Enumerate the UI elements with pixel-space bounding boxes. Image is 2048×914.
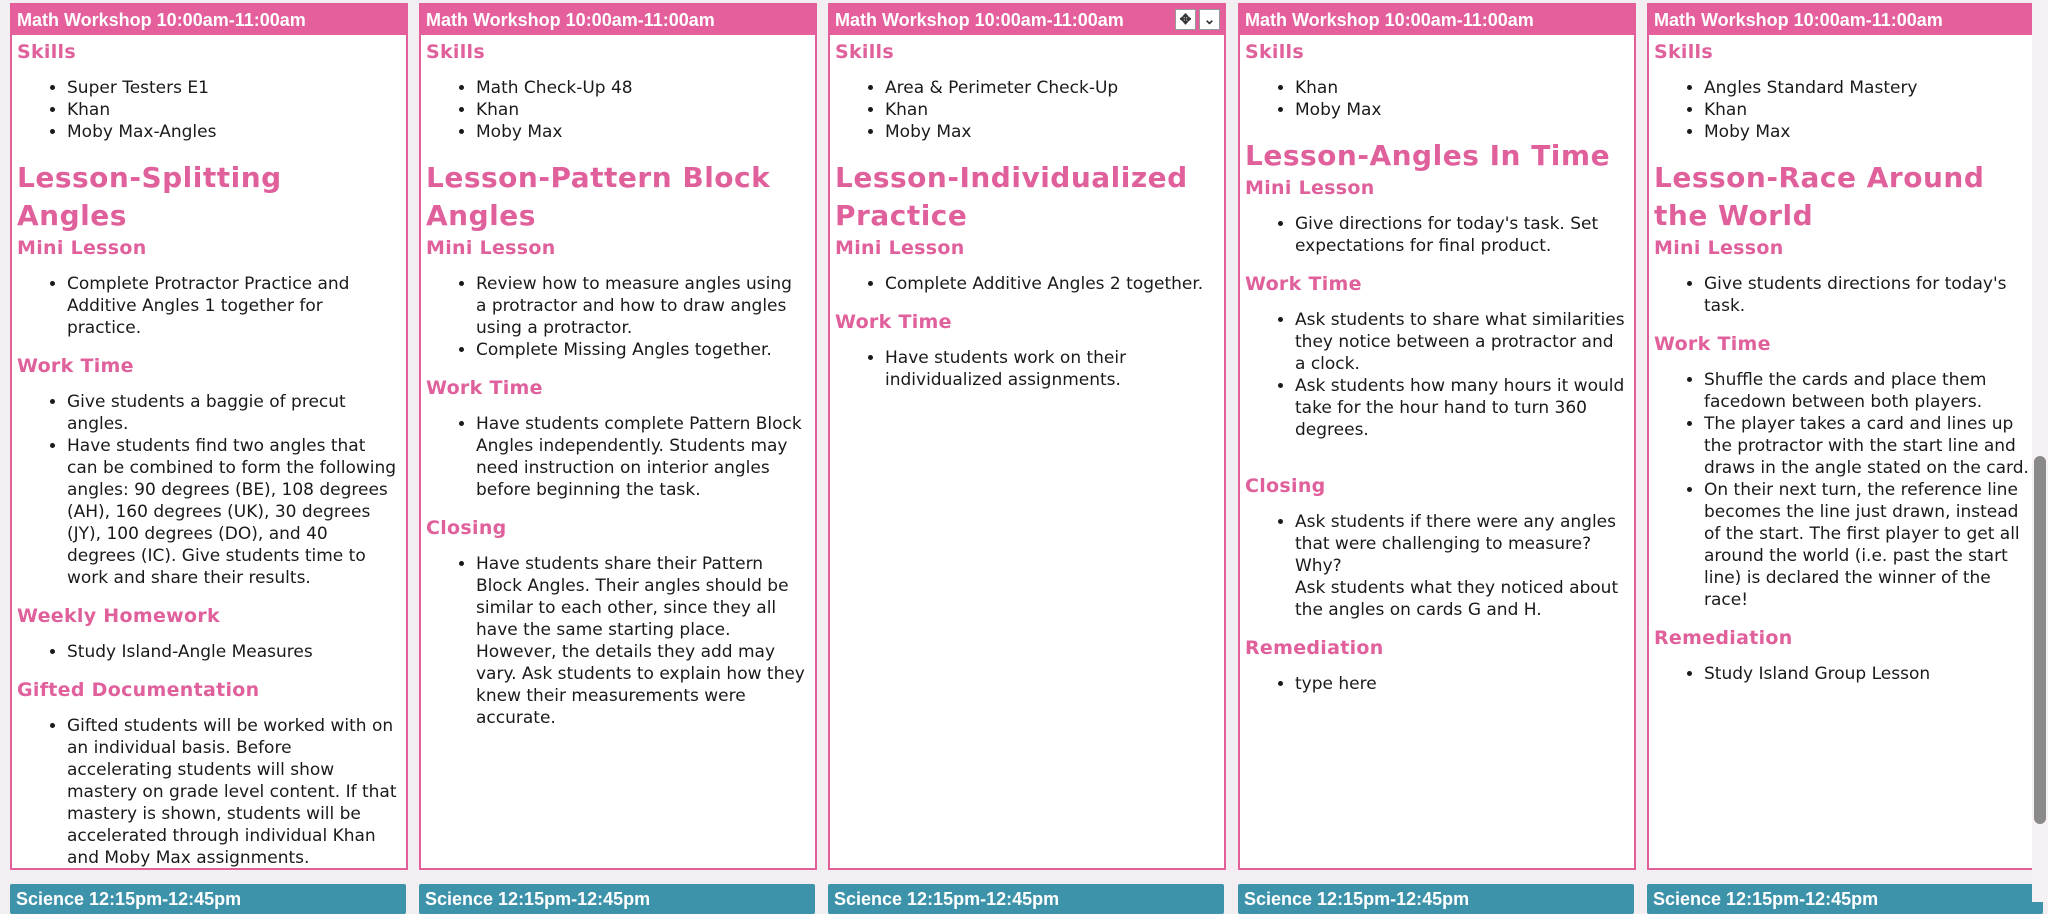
list-item: • Complete Missing Angles together. bbox=[476, 339, 807, 361]
list-item: • Math Check-Up 48 bbox=[476, 77, 807, 99]
list-item: • Study Island-Angle Measures bbox=[67, 641, 398, 663]
card-header[interactable]: Math Workshop 10:00am-11:00am bbox=[421, 5, 815, 35]
work-time-list bbox=[1654, 369, 2035, 611]
list-item: • Super Testers E1 bbox=[67, 77, 398, 99]
list-item: • Moby Max bbox=[1295, 99, 1626, 121]
list-item: • Moby Max bbox=[1704, 121, 2035, 143]
work-time-list bbox=[17, 391, 398, 589]
closing-heading: Closing bbox=[1245, 475, 1326, 497]
mini-lesson-list bbox=[1245, 213, 1626, 257]
mini-lesson-heading: Mini Lesson bbox=[426, 237, 556, 259]
remediation-heading: Remediation bbox=[1654, 627, 1793, 649]
list-item: • Ask students how many hours it would take for the hour hand to turn 360 degrees. bbox=[1295, 375, 1626, 441]
math-workshop-card-tuesday[interactable] bbox=[419, 3, 817, 870]
card-header[interactable]: Math Workshop 10:00am-11:00am bbox=[1649, 5, 2043, 35]
lesson-title: Lesson-Splitting Angles bbox=[17, 161, 282, 232]
list-item: • Review how to measure angles using a protractor and how to draw angles using a protractor. bbox=[476, 273, 807, 339]
list-item: • Area & Perimeter Check-Up bbox=[885, 77, 1216, 99]
list-item[interactable]: • type here bbox=[1295, 673, 1626, 695]
work-time-heading: Work Time bbox=[17, 355, 134, 377]
list-item: • Khan bbox=[476, 99, 807, 121]
skills-heading: Skills bbox=[1245, 41, 1304, 63]
skills-heading: Skills bbox=[426, 41, 485, 63]
work-time-list bbox=[426, 413, 807, 501]
list-item: • Give students a baggie of precut angles. bbox=[67, 391, 398, 435]
list-item: • Give directions for today's task. Set expectations for final product. bbox=[1295, 213, 1626, 257]
skills-list bbox=[426, 77, 807, 143]
work-time-list bbox=[1245, 309, 1626, 441]
lesson-title: Lesson-Individualized Practice bbox=[835, 161, 1188, 232]
work-time-heading: Work Time bbox=[835, 311, 952, 333]
list-item: • Complete Additive Angles 2 together. bbox=[885, 273, 1216, 295]
closing-list bbox=[1245, 511, 1626, 621]
move-icon[interactable]: ✥ bbox=[1175, 9, 1196, 30]
homework-list bbox=[17, 641, 398, 663]
work-time-heading: Work Time bbox=[1245, 273, 1362, 295]
list-item: • The player takes a card and lines up the protractor with the start line and draws in the angle stated on the card. bbox=[1704, 413, 2035, 479]
skills-heading: Skills bbox=[17, 41, 76, 63]
list-item: • Moby Max bbox=[476, 121, 807, 143]
remediation-heading: Remediation bbox=[1245, 637, 1384, 659]
science-card-header-wednesday[interactable]: Science 12:15pm-12:45pm bbox=[828, 884, 1224, 914]
list-item: • Complete Protractor Practice and Additive Angles 1 together for practice. bbox=[67, 273, 398, 339]
skills-heading: Skills bbox=[1654, 41, 1713, 63]
mini-lesson-heading: Mini Lesson bbox=[835, 237, 965, 259]
math-workshop-card-monday[interactable] bbox=[10, 3, 408, 870]
card-header[interactable] bbox=[830, 5, 1224, 35]
math-workshop-card-friday[interactable] bbox=[1647, 3, 2045, 870]
science-card-header-monday[interactable]: Science 12:15pm-12:45pm bbox=[10, 884, 406, 914]
skills-heading: Skills bbox=[835, 41, 894, 63]
skills-list bbox=[835, 77, 1216, 143]
mini-lesson-heading: Mini Lesson bbox=[17, 237, 147, 259]
work-time-heading: Work Time bbox=[426, 377, 543, 399]
skills-list bbox=[17, 77, 398, 143]
list-item: • Moby Max-Angles bbox=[67, 121, 398, 143]
list-item: • Angles Standard Mastery bbox=[1704, 77, 2035, 99]
chevron-down-icon[interactable]: ⌄ bbox=[1199, 9, 1220, 30]
closing-list bbox=[426, 553, 807, 729]
science-card-header-friday[interactable]: Science 12:15pm-12:45pm bbox=[1647, 884, 2043, 914]
work-time-list bbox=[835, 347, 1216, 391]
list-item: • Khan bbox=[67, 99, 398, 121]
mini-lesson-list bbox=[17, 273, 398, 339]
list-item: • Ask students to share what similarities they notice between a protractor and a clock. bbox=[1295, 309, 1626, 375]
mini-lesson-list bbox=[835, 273, 1216, 295]
mini-lesson-list bbox=[1654, 273, 2035, 317]
list-item: • Khan bbox=[1704, 99, 2035, 121]
list-item: • Give students directions for today's task. bbox=[1704, 273, 2035, 317]
card-header[interactable]: Math Workshop 10:00am-11:00am bbox=[12, 5, 406, 35]
card-header[interactable]: Math Workshop 10:00am-11:00am bbox=[1240, 5, 1634, 35]
gifted-documentation-heading: Gifted Documentation bbox=[17, 679, 260, 701]
list-item: • Have students share their Pattern Block Angles. Their angles should be similar to each other, since they all have the same starting place. However, the details they add may vary. Ask students to explain how they knew their measurements were accurate. bbox=[476, 553, 807, 729]
mini-lesson-heading: Mini Lesson bbox=[1245, 177, 1375, 199]
list-item: • Khan bbox=[1295, 77, 1626, 99]
skills-list bbox=[1654, 77, 2035, 143]
weekly-homework-heading: Weekly Homework bbox=[17, 605, 220, 627]
list-item: • Study Island Group Lesson bbox=[1704, 663, 2035, 685]
list-item: • Khan bbox=[885, 99, 1216, 121]
list-item: • Have students find two angles that can be combined to form the following angles: 90 degrees (BE), 108 degrees (AH), 160 degrees (UK), 30 degrees (JY), 100 degrees (DO), and 40 degrees (IC). Give students time to work and share their results. bbox=[67, 435, 398, 589]
gifted-list bbox=[17, 715, 398, 869]
list-item: • Have students work on their individualized assignments. bbox=[885, 347, 1216, 391]
lesson-title: Lesson-Pattern Block Angles bbox=[426, 161, 771, 232]
math-workshop-card-wednesday[interactable] bbox=[828, 3, 1226, 870]
closing-heading: Closing bbox=[426, 517, 507, 539]
mini-lesson-heading: Mini Lesson bbox=[1654, 237, 1784, 259]
lesson-title: Lesson-Race Around the World bbox=[1654, 161, 1985, 232]
remediation-list bbox=[1654, 663, 2035, 685]
work-time-heading: Work Time bbox=[1654, 333, 1771, 355]
science-card-header-tuesday[interactable]: Science 12:15pm-12:45pm bbox=[419, 884, 815, 914]
remediation-list bbox=[1245, 673, 1626, 695]
science-card-header-thursday[interactable]: Science 12:15pm-12:45pm bbox=[1238, 884, 1634, 914]
list-item: • Ask students if there were any angles that were challenging to measure? Why? Ask students what they noticed about the angles on cards G and H. bbox=[1295, 511, 1626, 621]
list-item: • Moby Max bbox=[885, 121, 1216, 143]
math-workshop-card-thursday[interactable] bbox=[1238, 3, 1636, 870]
list-item: • Gifted students will be worked with on an individual basis. Before accelerating students will show mastery on grade level content. If that mastery is shown, students will be accelerated through individual Khan and Moby Max assignments. bbox=[67, 715, 398, 869]
list-item: • On their next turn, the reference line becomes the line just drawn, instead of the start. The first player to get all around the world (i.e. past the start line) is declared the winner of the race! bbox=[1704, 479, 2035, 611]
card-header-title: Math Workshop 10:00am-11:00am bbox=[835, 10, 1124, 30]
lesson-title: Lesson-Angles In Time bbox=[1245, 139, 1611, 172]
list-item: • Have students complete Pattern Block Angles independently. Students may need instruction on interior angles before beginning the task. bbox=[476, 413, 807, 501]
skills-list bbox=[1245, 77, 1626, 121]
scrollbar-thumb[interactable] bbox=[2034, 456, 2046, 824]
mini-lesson-list bbox=[426, 273, 807, 361]
list-item: • Shuffle the cards and place them facedown between both players. bbox=[1704, 369, 2035, 413]
